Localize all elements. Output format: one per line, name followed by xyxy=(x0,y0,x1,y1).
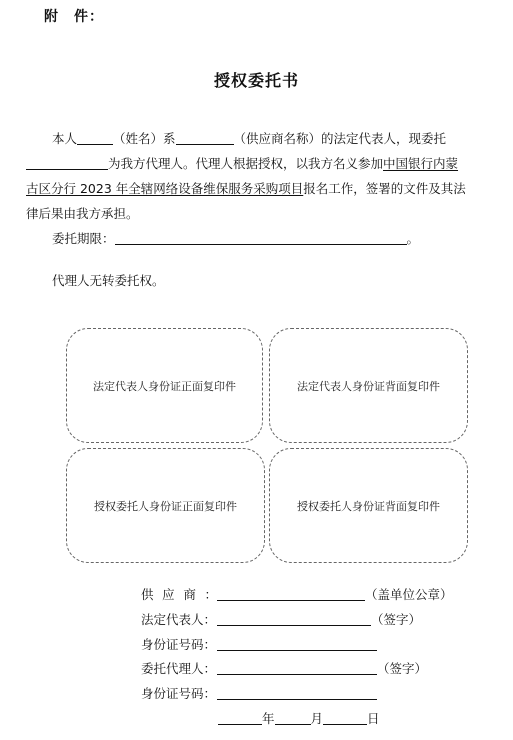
box-agent-id-front xyxy=(66,448,265,563)
legal-rep-signature-line xyxy=(217,613,371,626)
text-name-suffix: （姓名）系 xyxy=(113,131,176,146)
day-blank xyxy=(323,712,367,725)
id-number-label: 身份证号码： xyxy=(141,686,217,701)
supplier-row xyxy=(141,585,453,603)
term-line xyxy=(52,229,419,247)
box-label: 授权委托人身份证背面复印件 xyxy=(297,499,440,513)
term-label: 委托期限： xyxy=(52,231,115,246)
box-legal-rep-id-front xyxy=(66,328,263,443)
supplier-seal-note: （盖单位公章） xyxy=(365,587,453,602)
box-label: 法定代表人身份证背面复印件 xyxy=(297,379,440,393)
agent-id-line xyxy=(217,687,377,700)
agent-signature-line xyxy=(217,662,377,675)
term-end: 。 xyxy=(406,231,420,246)
agent-row xyxy=(141,659,427,677)
no-transfer-statement: 代理人无转委托权。 xyxy=(52,273,165,288)
text-agent-intro: 为我方代理人。代理人根据授权，以我方名义参加 xyxy=(108,156,384,171)
month-blank xyxy=(275,712,311,725)
name-blank xyxy=(77,132,113,145)
date-row xyxy=(218,709,380,727)
day-label: 日 xyxy=(367,711,380,726)
supplier-label: 供应商： xyxy=(141,587,217,602)
paragraph-line-1 xyxy=(52,129,446,147)
supplier-name-blank xyxy=(176,132,234,145)
term-blank xyxy=(115,232,407,245)
text-supplier-suffix: （供应商名称）的法定代表人，现委托 xyxy=(233,131,447,146)
legal-rep-sign-note: （签字） xyxy=(371,612,422,627)
agent-label: 委托代理人： xyxy=(141,661,217,676)
attachment-label: 附 件： xyxy=(44,9,104,25)
supplier-signature-line xyxy=(217,588,365,601)
box-legal-rep-id-back xyxy=(269,328,468,443)
paragraph-line-2 xyxy=(26,154,458,172)
agent-id-row xyxy=(141,684,377,702)
document-title: 授权委托书 xyxy=(213,71,299,90)
legal-rep-row xyxy=(141,610,421,628)
box-label: 授权委托人身份证正面复印件 xyxy=(94,499,237,513)
legal-rep-id-line xyxy=(217,638,377,651)
project-name-part1: 中国银行内蒙 xyxy=(383,156,459,171)
box-agent-id-back xyxy=(269,448,468,563)
text-work-scope: 报名工作，签署的文件及其法 xyxy=(303,181,466,196)
year-blank xyxy=(218,712,262,725)
paragraph-line-4: 律后果由我方承担。 xyxy=(26,206,139,221)
box-label: 法定代表人身份证正面复印件 xyxy=(93,379,236,393)
legal-rep-label: 法定代表人： xyxy=(141,612,217,627)
agent-sign-note: （签字） xyxy=(377,661,428,676)
text-principal: 本人 xyxy=(52,131,78,146)
id-number-label: 身份证号码： xyxy=(141,637,217,652)
paragraph-line-3 xyxy=(26,179,466,197)
month-label: 月 xyxy=(310,711,324,726)
year-label: 年 xyxy=(262,711,275,726)
agent-name-blank xyxy=(26,157,108,170)
legal-rep-id-row xyxy=(141,635,377,653)
project-name-part2: 古区分行 2023 年全辖网络设备维保服务采购项目 xyxy=(26,181,304,196)
